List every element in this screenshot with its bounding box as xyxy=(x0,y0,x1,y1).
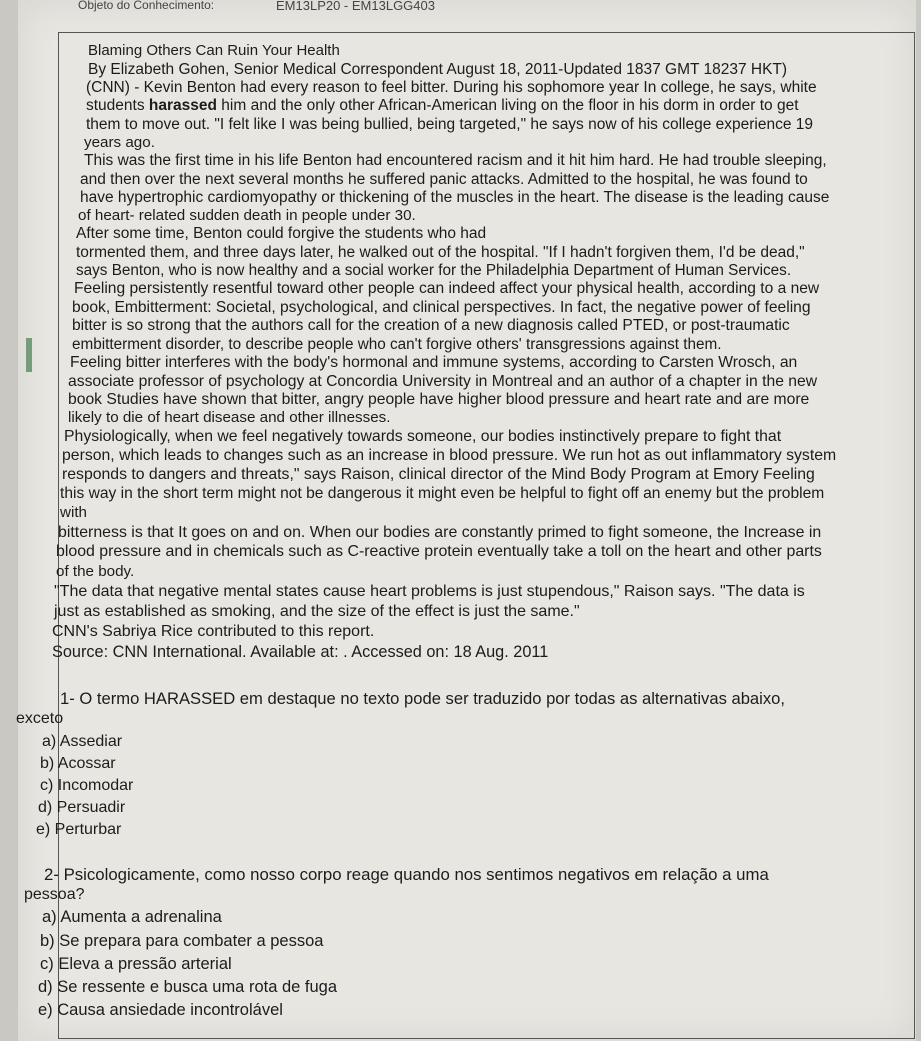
p5-line1: Feeling bitter interferes with the body's hormonal and immune systems, according to Carsten Wrosch, an xyxy=(70,354,798,371)
question-1-stem-cont: exceto xyxy=(16,710,64,727)
p6-line1: Physiologically, when we feel negatively towards someone, our bodies instinctively prepare to fight that xyxy=(64,428,782,445)
q1-option-d[interactable]: d) Persuadir xyxy=(38,799,126,816)
p5-line4: likely to die of heart disease and other illnesses. xyxy=(68,409,391,426)
p7-line2: blood pressure and in chemicals such as C-reactive protein eventually take a toll on the heart and other parts xyxy=(56,543,822,560)
p4-line4: embitterment disorder, to describe people who can't forgive others' transgressions against them. xyxy=(72,336,722,353)
question-1-stem: 1- O termo HARASSED em destaque no texto pode ser traduzido por todas as alternativas abaixo, xyxy=(60,689,785,708)
q2-option-d[interactable]: d) Se ressente e busca uma rota de fuga xyxy=(38,978,338,996)
p3-line3: says Benton, who is now healthy and a social worker for the Philadelphia Department of Human Services. xyxy=(76,262,792,279)
p6-line3: responds to dangers and threats," says Raison, clinical director of the Mind Body Program at Emory Feeling xyxy=(62,466,815,483)
p1-line3: them to move out. "I felt like I was being bullied, being targeted," he says now of his college experience 19 xyxy=(86,116,814,133)
q1-option-a[interactable]: a) Assediar xyxy=(42,733,123,750)
p6-line5: with xyxy=(60,504,88,521)
p2-line1: This was the first time in his life Benton had encountered racism and it hit him hard. He had trouble sleeping, xyxy=(84,152,827,169)
p1-line4: years ago. xyxy=(84,134,155,151)
p8-line2: just as established as smoking, and the size of the effect is just the same." xyxy=(54,603,580,620)
p7-line1: bitterness is that It goes on and on. When our bodies are constantly primed to fight someone, the Increase in xyxy=(58,524,822,541)
p6-line4: this way in the short term might not be dangerous it might even be helpful to fight off an enemy but the problem xyxy=(60,485,825,502)
p1-line1: (CNN) - Kevin Benton had every reason to feel bitter. During his sophomore year In college, he says, white xyxy=(86,79,817,96)
p1-line2: students harassed him and the only other African-American living on the floor in his dorm in order to get xyxy=(86,97,799,114)
p4-line1: Feeling persistently resentful toward other people can indeed affect your physical health, according to a new xyxy=(74,280,820,297)
p7-line3: of the body. xyxy=(56,563,135,580)
q1-option-e[interactable]: e) Perturbar xyxy=(36,821,122,838)
article-byline: By Elizabeth Gohen, Senior Medical Correspondent August 18, 2011-Updated 1837 GMT 18237 HKT) xyxy=(88,61,788,78)
p4-line2: book, Embitterment: Societal, psychological, and clinical perspectives. In fact, the negative power of feeling xyxy=(72,299,811,316)
q1-option-c[interactable]: c) Incomodar xyxy=(40,777,134,794)
skill-codes: EM13LP20 - EM13LGG403 xyxy=(276,0,435,13)
p4-line3: bitter is so strong that the authors call for the creation of a new diagnosis called PTED, or post-traumatic xyxy=(72,317,790,334)
p2-line4: of heart- related sudden death in people under 30. xyxy=(78,207,416,224)
q2-option-c[interactable]: c) Eleva a pressão arterial xyxy=(40,955,232,973)
highlighted-word-harassed: harassed xyxy=(148,97,217,114)
knowledge-object-label: Objeto do Conhecimento: xyxy=(78,0,215,12)
question-2-stem-cont: pessoa? xyxy=(24,886,85,903)
p8-line1: "The data that negative mental states cause heart problems is just stupendous," Raison says. "The data is xyxy=(54,583,805,600)
q2-option-a[interactable]: a) Aumenta a adrenalina xyxy=(42,908,222,926)
p5-line2: associate professor of psychology at Concordia University in Montreal and an author of a chapter in the new xyxy=(68,373,818,390)
article-source: Source: CNN International. Available at: . Accessed on: 18 Aug. 2011 xyxy=(52,643,549,661)
p5-line3: book Studies have shown that bitter, angry people have higher blood pressure and heart rate and are more xyxy=(68,391,810,408)
q1-option-b[interactable]: b) Acossar xyxy=(40,755,116,772)
article-credit: CNN's Sabriya Rice contributed to this report. xyxy=(52,623,375,640)
margin-marker xyxy=(26,338,32,372)
p3-line1: After some time, Benton could forgive the students who had xyxy=(76,225,487,242)
p3-line2: tormented them, and three days later, he walked out of the hospital. "If I hadn't forgiven them, I'd be dead," xyxy=(76,244,805,261)
p2-line3: have hypertrophic cardiomyopathy or thickening of the muscles in the heart. The disease is the leading cause xyxy=(80,189,830,206)
question-2-stem: 2- Psicologicamente, como nosso corpo reage quando nos sentimos negativos em relação a uma xyxy=(44,865,769,884)
article-title: Blaming Others Can Ruin Your Health xyxy=(88,42,340,59)
q2-option-e[interactable]: e) Causa ansiedade incontrolável xyxy=(38,1001,283,1019)
q2-option-b[interactable]: b) Se prepara para combater a pessoa xyxy=(40,932,324,950)
p6-line2: person, which leads to changes such as an increase in blood pressure. We run hot as out inflammatory system xyxy=(62,447,837,464)
worksheet-page xyxy=(18,0,916,1041)
p2-line2: and then over the next several months he suffered panic attacks. Admitted to the hospital, he was found to xyxy=(80,171,808,188)
